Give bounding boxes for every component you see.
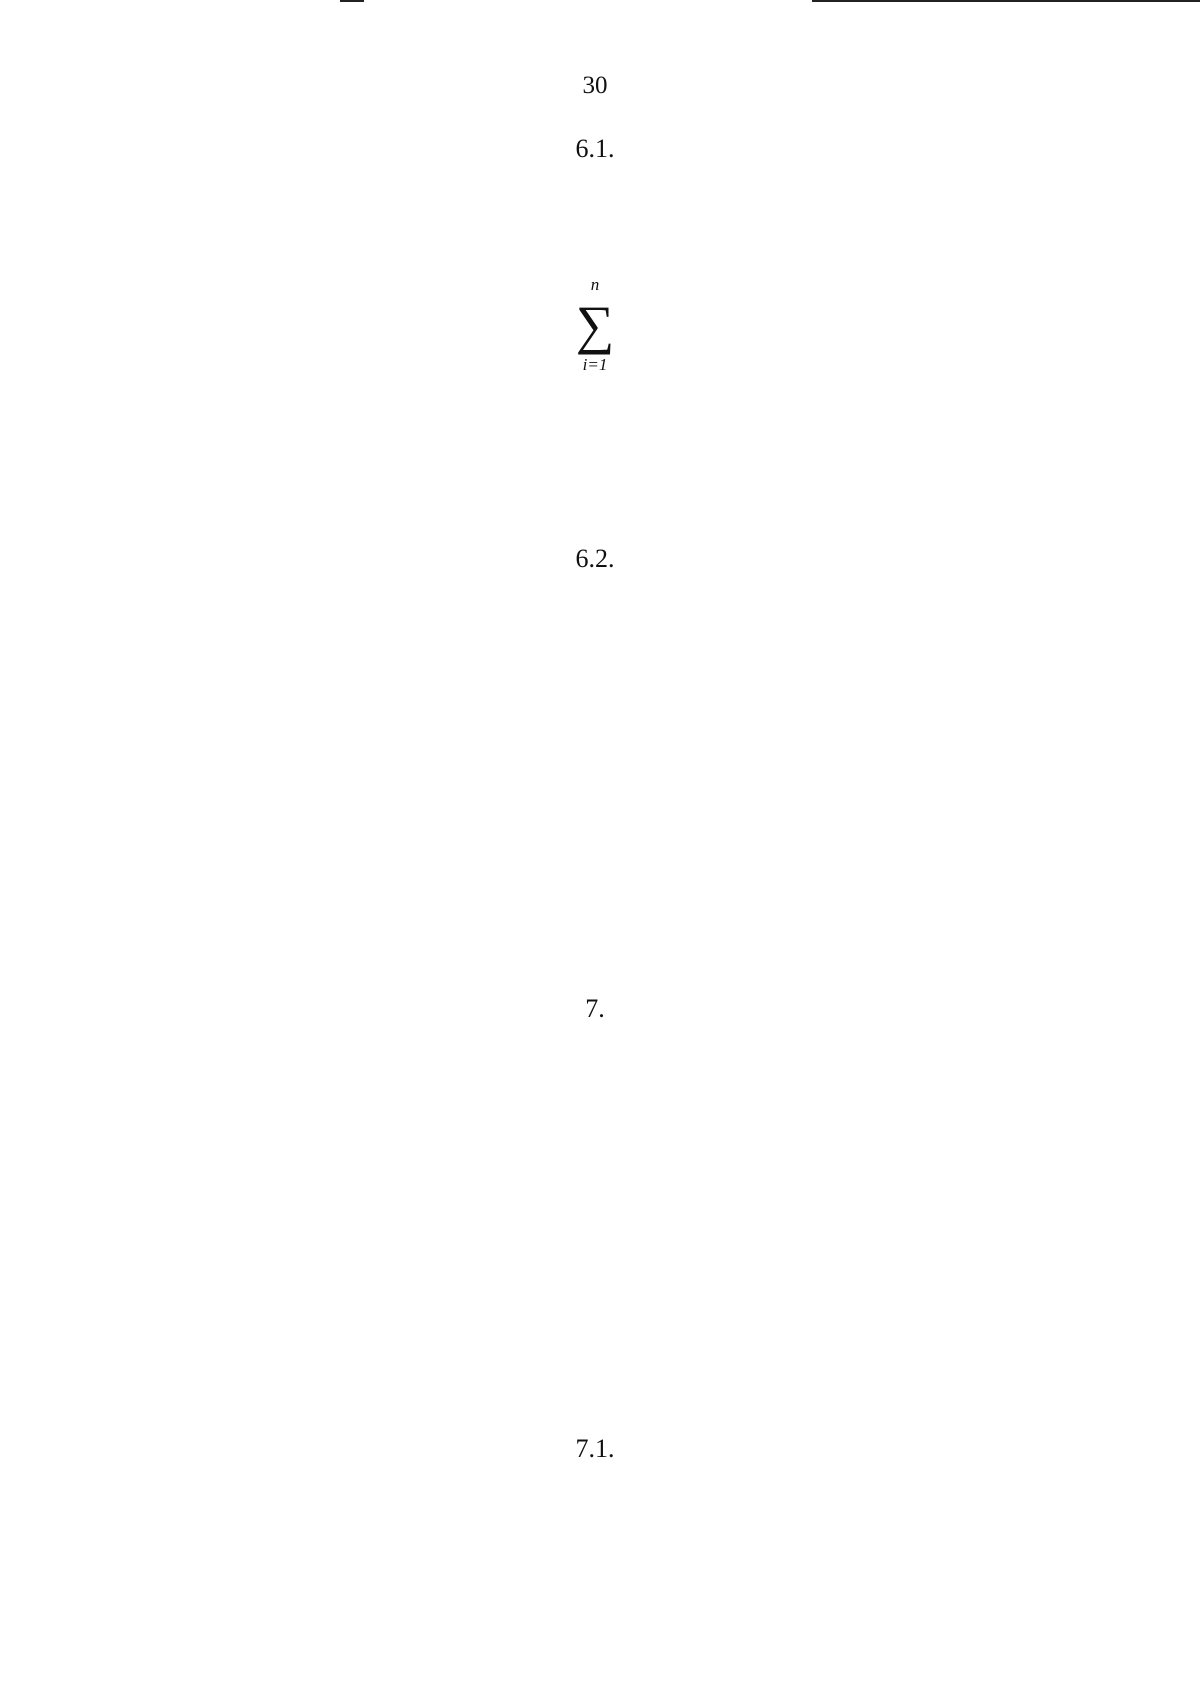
section-heading-6-1: 6.1. <box>575 134 615 163</box>
sum-operator: n ∑ i=1 <box>575 275 615 374</box>
top-rule <box>812 0 1200 2</box>
formula-postal <box>0 276 1190 374</box>
page-number: 30 <box>582 72 608 99</box>
section-heading-7: 7. <box>585 994 605 1023</box>
section-heading-6-2: 6.2. <box>575 544 615 573</box>
section-heading-7-1 <box>0 1430 1190 1468</box>
section-heading-7-1-line-1: 7.1. <box>575 1434 615 1463</box>
top-rule <box>340 0 364 2</box>
